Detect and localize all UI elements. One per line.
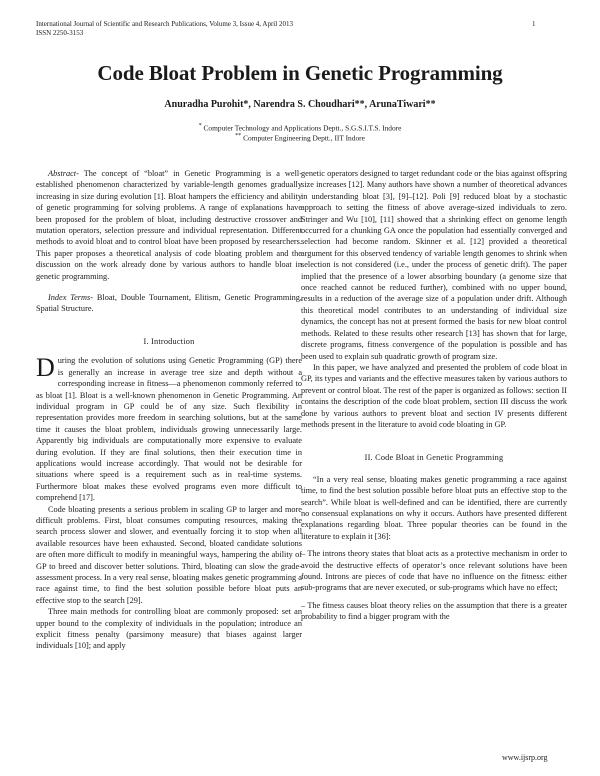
- authors: Anuradha Purohit*, Narendra S. Choudhari**, ArunaTiwari**: [164, 99, 436, 110]
- section-2-paragraph-3: – The fitness causes bloat theory relies on the assumption that there is a greater probability to find a bigger program with the: [301, 600, 567, 622]
- section-2-heading: II. Code Bloat in Genetic Programming: [364, 453, 504, 463]
- intro-paragraph-3: Three main methods for controlling bloat are commonly proposed: set an upper bound to the complexity of individuals in the population; introduce an explicit fitness penalty (parsimony measure) that biases against larger individuals [10]; and apply: [36, 607, 302, 651]
- section-1-heading: I. Introduction: [143, 336, 195, 346]
- affiliation-2-text: Computer Engineering Deptt., IIT Indore: [243, 133, 365, 143]
- right-column: [301, 168, 567, 623]
- affiliation-2: [0, 132, 600, 142]
- index-terms-text: - Bloat, Double Tournament, Elitism, Genetic Programming, Spatial Structure.: [36, 293, 303, 314]
- abstract-text: - The concept of “bloat” in Genetic Programming is a well-established phenomenon characterized by variable-length genomes gradually increasing in size during evolution [1]. Bloat hampers the efficiency and ability of genetic programming for solving problems. A range of explanations have been proposed for the problem of bloat, including destructive crossover and mutation operators, selection pressure and individual representation. Different methods to avoid bloat and to control bloat have been proposed by researchers. This paper proposes a theoretical analysis of code bloating problem and the discussion on the work already done by various authors to handle bloat in genetic programming.: [36, 169, 302, 281]
- paper-title: Code Bloat Problem in Genetic Programming: [97, 61, 503, 85]
- abstract-label: Abstract: [48, 169, 77, 178]
- affiliations: [0, 122, 600, 143]
- drop-cap: D: [36, 353, 55, 383]
- index-terms-label: Index Terms: [48, 293, 91, 303]
- left-column: [36, 168, 302, 652]
- journal-name: International Journal of Scientific and Research Publications, Volume 3, Issue 4, April 2013: [36, 20, 293, 28]
- affiliation-2-mark: **: [235, 133, 242, 140]
- footer-url[interactable]: www.ijsrp.org: [502, 753, 548, 762]
- journal-header: [36, 20, 293, 38]
- index-terms: [36, 292, 302, 315]
- intro-paragraph-3-continued: genetic operators designed to target redundant code or the bias against offspring size increases [12]. Many authors have shown a number of theoretical advances in understanding bloat [3], [9]–[12]. Poli [9] reduced bloat by a stochastic approach to setting the fitness of above average-sized individuals to zero. Stringer and Wu [10], [11] showed that a shrinking effect on genome length occurred for a chunking GA once the population had essentially converged and selection had become random. Skinner et al. [12] provided a theoretical argument for this observed tendency of variable length genomes to shrink when selection is not considered (i.e., under the process of genetic drift). The paper implied that the presence of a lower absorbing boundary (a genome size that once reached cannot be reduced further), combined with no upper bound, results in a reduction of the average size of a population under drift. Although this theoretical model contributes to an understanding of individual size dynamics, the concept has not at present formed the basis for new bloat control methods. Related to these results other research [13] has shown that for large, discrete programs, fitness convergence of the population is possible and has been used to explain sub quadratic growth of program size.: [301, 169, 567, 361]
- intro-paragraph-4: In this paper, we have analyzed and presented the problem of code bloat in GP, its types and variants and the effective measures taken by various authors to prevent or control bloat. The rest of the paper is organized as follows: section II contains the description of the code bloat problem, section III discuss the work done by various authors to prevent bloat and section IV presents different methods present in the literature to avoid code bloating in GP.: [301, 362, 567, 429]
- section-2-paragraph-2: – The introns theory states that bloat acts as a protective mechanism in order to avoid the destructive effects of operator’s once relevant solutions have been found. Introns are pieces of code that have no influence on the fitness: either sub-programs that are never executed, or sub-programs which have no effect;: [301, 549, 567, 593]
- intro-paragraph-2: Code bloating presents a serious problem in scaling GP to larger and more difficult problems. First, bloat consumes computing resources, making the search process slower and slower, and eventually forcing it to stop when all available resources have been exhausted. Second, bloated candidate solutions are often more difficult to modify in meaningful ways, hampering the ability of GP to breed and discover better solutions. Third, bloating can slow the grade-assessment process. In a very real sense, bloating makes genetic programming a race against time, to find the best solution possible before bloat puts an effective stop to the search [29].: [36, 504, 302, 605]
- intro-paragraph-1: [36, 355, 302, 503]
- intro-paragraph-1-text: uring the evolution of solutions using Genetic Programming (GP) there is generally an increase in average tree size and depth without a corresponding increase in fitness—a phenomenon commonly referred to as bloat [1]. Bloat is a well-known phenomenon in Genetic Programming. An individual program in GP could be of any size. Such flexibility in representation provides more freedom in searching solutions, but at the same time it causes the bloat problem, individuals growing unnecessarily large. Apparently big individuals are computationally more expensive to evaluate during evolution. If they are final solutions, then their execution time in applications would increase accordingly. That would not be desirable for situations where speed is a requirement such as in real-time systems. Furthermore bloat makes these evolved programs even more difficult to comprehend [17].: [36, 356, 302, 503]
- page-number: 1: [532, 20, 536, 28]
- affiliation-1-text: Computer Technology and Applications Deptt., S.G.S.I.T.S. Indore: [203, 123, 402, 133]
- affiliation-1: [0, 122, 600, 132]
- section-2-paragraph-1: “In a very real sense, bloating makes genetic programming a race against time, to find the best solution possible before bloat puts an effective stop to the search”. While bloat is well-defined and can be identified, there are currently no consensual explanations on why it occurs. Authors have presented different explanations regarding bloat. Three popular theories can be found in the literature to explain it [36]:: [301, 474, 567, 541]
- affiliation-1-mark: *: [198, 123, 202, 129]
- issn: ISSN 2250-3153: [36, 29, 84, 37]
- abstract: [36, 168, 302, 282]
